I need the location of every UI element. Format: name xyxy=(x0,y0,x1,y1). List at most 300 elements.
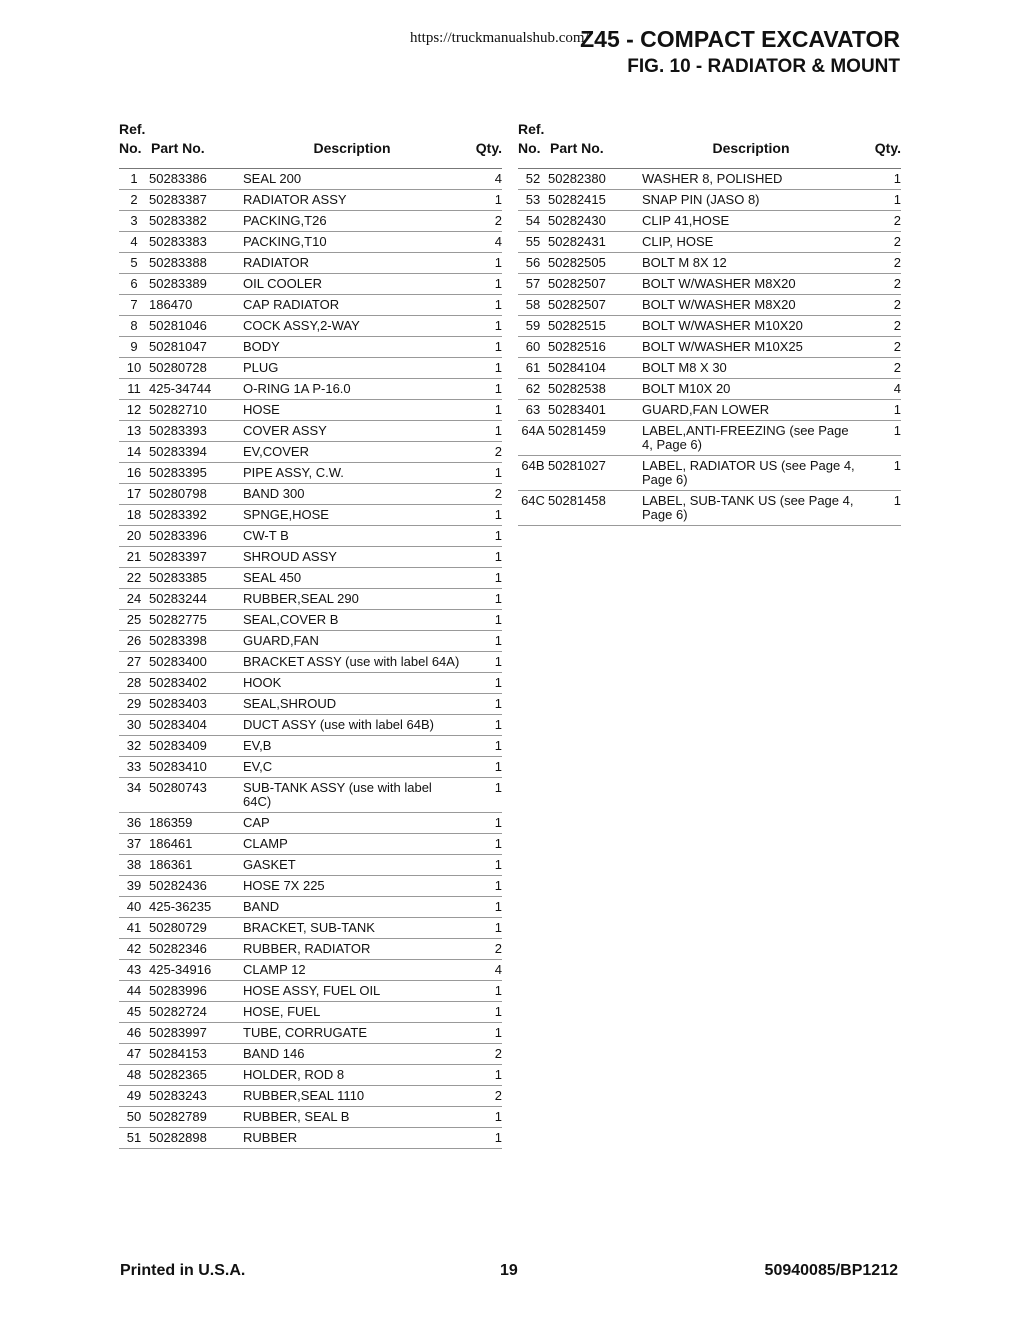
part-number-cell: 50283409 xyxy=(149,736,243,757)
ref-cell: 60 xyxy=(518,337,548,358)
qty-cell: 1 xyxy=(461,190,502,211)
table-row xyxy=(119,295,502,316)
description-cell: COVER ASSY xyxy=(243,421,461,442)
part-number-cell: 50283996 xyxy=(149,981,243,1002)
part-number-cell: 50282430 xyxy=(548,211,642,232)
ref-cell: 38 xyxy=(119,855,149,876)
part-number-cell: 50280798 xyxy=(149,484,243,505)
part-number-cell: 50282515 xyxy=(548,316,642,337)
col-part-header: Part No. xyxy=(149,120,243,169)
col-part-header: Part No. xyxy=(548,120,642,169)
qty-cell: 1 xyxy=(461,547,502,568)
table-row xyxy=(518,232,901,253)
ref-cell: 6 xyxy=(119,274,149,295)
ref-cell: 48 xyxy=(119,1065,149,1086)
ref-cell: 17 xyxy=(119,484,149,505)
table-row xyxy=(119,757,502,778)
table-row xyxy=(518,190,901,211)
qty-cell: 1 xyxy=(461,253,502,274)
part-number-cell: 50281047 xyxy=(149,337,243,358)
description-cell: RUBBER,SEAL 290 xyxy=(243,589,461,610)
table-row xyxy=(119,232,502,253)
ref-cell: 22 xyxy=(119,568,149,589)
description-cell: HOSE ASSY, FUEL OIL xyxy=(243,981,461,1002)
table-row xyxy=(518,400,901,421)
col-description-header: Description xyxy=(642,120,860,169)
qty-cell: 1 xyxy=(461,421,502,442)
ref-cell: 54 xyxy=(518,211,548,232)
col-ref-header: Ref. No. xyxy=(119,120,149,169)
ref-cell: 33 xyxy=(119,757,149,778)
table-row xyxy=(119,379,502,400)
description-cell: SNAP PIN (JASO 8) xyxy=(642,190,860,211)
description-cell: GUARD,FAN xyxy=(243,631,461,652)
part-number-cell: 50282505 xyxy=(548,253,642,274)
table-row xyxy=(518,491,901,526)
ref-cell: 36 xyxy=(119,813,149,834)
table-row xyxy=(119,694,502,715)
ref-cell: 64C xyxy=(518,491,548,526)
description-cell: BRACKET ASSY (use with label 64A) xyxy=(243,652,461,673)
part-number-cell: 50283401 xyxy=(548,400,642,421)
table-row xyxy=(119,505,502,526)
table-row xyxy=(119,736,502,757)
table-row xyxy=(119,652,502,673)
ref-cell: 13 xyxy=(119,421,149,442)
part-number-cell: 50283392 xyxy=(149,505,243,526)
qty-cell: 1 xyxy=(461,1107,502,1128)
part-number-cell: 50283388 xyxy=(149,253,243,274)
table-row xyxy=(119,778,502,813)
qty-cell: 1 xyxy=(461,400,502,421)
qty-cell: 1 xyxy=(461,316,502,337)
description-cell: SPNGE,HOSE xyxy=(243,505,461,526)
description-cell: BOLT M8 X 30 xyxy=(642,358,860,379)
description-cell: HOSE 7X 225 xyxy=(243,876,461,897)
qty-cell: 1 xyxy=(461,834,502,855)
part-number-cell: 50282507 xyxy=(548,274,642,295)
ref-cell: 29 xyxy=(119,694,149,715)
ref-cell: 8 xyxy=(119,316,149,337)
table-row xyxy=(119,421,502,442)
table-row xyxy=(119,442,502,463)
ref-cell: 64A xyxy=(518,421,548,456)
table-row xyxy=(119,358,502,379)
ref-cell: 41 xyxy=(119,918,149,939)
qty-cell: 2 xyxy=(860,253,901,274)
description-cell: GASKET xyxy=(243,855,461,876)
qty-cell: 2 xyxy=(461,211,502,232)
description-cell: BAND 146 xyxy=(243,1044,461,1065)
table-row xyxy=(119,316,502,337)
table-row xyxy=(518,337,901,358)
qty-cell: 1 xyxy=(461,1002,502,1023)
description-cell: CW-T B xyxy=(243,526,461,547)
parts-table-right xyxy=(518,120,901,526)
part-number-cell: 50282724 xyxy=(149,1002,243,1023)
description-cell: CAP RADIATOR xyxy=(243,295,461,316)
ref-cell: 1 xyxy=(119,169,149,190)
qty-cell: 2 xyxy=(461,1044,502,1065)
ref-cell: 18 xyxy=(119,505,149,526)
description-cell: HOSE xyxy=(243,400,461,421)
table-row xyxy=(119,855,502,876)
part-number-cell: 50283997 xyxy=(149,1023,243,1044)
part-number-cell: 50283396 xyxy=(149,526,243,547)
description-cell: GUARD,FAN LOWER xyxy=(642,400,860,421)
page-title: Z45 - COMPACT EXCAVATOR xyxy=(580,26,900,52)
table-row xyxy=(119,169,502,190)
ref-cell: 27 xyxy=(119,652,149,673)
ref-cell: 43 xyxy=(119,960,149,981)
description-cell: BOLT W/WASHER M8X20 xyxy=(642,295,860,316)
qty-cell: 1 xyxy=(860,491,901,526)
description-cell: CLIP 41,HOSE xyxy=(642,211,860,232)
description-cell: RADIATOR ASSY xyxy=(243,190,461,211)
part-number-cell: 50280728 xyxy=(149,358,243,379)
description-cell: RUBBER,SEAL 1110 xyxy=(243,1086,461,1107)
table-row xyxy=(119,211,502,232)
description-cell: PACKING,T26 xyxy=(243,211,461,232)
qty-cell: 2 xyxy=(860,274,901,295)
table-row xyxy=(119,484,502,505)
qty-cell: 2 xyxy=(461,939,502,960)
qty-cell: 2 xyxy=(860,316,901,337)
part-number-cell: 50282415 xyxy=(548,190,642,211)
qty-cell: 1 xyxy=(461,1023,502,1044)
description-cell: DUCT ASSY (use with label 64B) xyxy=(243,715,461,736)
description-cell: RUBBER, SEAL B xyxy=(243,1107,461,1128)
part-number-cell: 50281459 xyxy=(548,421,642,456)
description-cell: BOLT W/WASHER M10X20 xyxy=(642,316,860,337)
ref-cell: 26 xyxy=(119,631,149,652)
table-row xyxy=(119,274,502,295)
description-cell: LABEL, RADIATOR US (see Page 4, Page 6) xyxy=(642,456,860,491)
part-number-cell: 50283244 xyxy=(149,589,243,610)
qty-cell: 1 xyxy=(461,610,502,631)
ref-cell: 20 xyxy=(119,526,149,547)
part-number-cell: 50283394 xyxy=(149,442,243,463)
table-row xyxy=(119,1065,502,1086)
description-cell: PLUG xyxy=(243,358,461,379)
description-cell: RUBBER, RADIATOR xyxy=(243,939,461,960)
description-cell: CAP xyxy=(243,813,461,834)
col-description-header: Description xyxy=(243,120,461,169)
description-cell: EV,COVER xyxy=(243,442,461,463)
ref-cell: 37 xyxy=(119,834,149,855)
part-number-cell: 50283395 xyxy=(149,463,243,484)
ref-cell: 44 xyxy=(119,981,149,1002)
description-cell: EV,B xyxy=(243,736,461,757)
part-number-cell: 50283243 xyxy=(149,1086,243,1107)
qty-cell: 1 xyxy=(461,295,502,316)
description-cell: BOLT W/WASHER M10X25 xyxy=(642,337,860,358)
ref-cell: 45 xyxy=(119,1002,149,1023)
description-cell: SEAL 200 xyxy=(243,169,461,190)
table-row xyxy=(119,568,502,589)
part-number-cell: 50283398 xyxy=(149,631,243,652)
ref-cell: 56 xyxy=(518,253,548,274)
qty-cell: 1 xyxy=(461,631,502,652)
description-cell: SUB-TANK ASSY (use with label 64C) xyxy=(243,778,461,813)
part-number-cell: 50284153 xyxy=(149,1044,243,1065)
description-cell: HOOK xyxy=(243,673,461,694)
qty-cell: 1 xyxy=(461,589,502,610)
table-row xyxy=(518,253,901,274)
description-cell: BODY xyxy=(243,337,461,358)
ref-cell: 16 xyxy=(119,463,149,484)
qty-cell: 1 xyxy=(461,463,502,484)
table-row xyxy=(119,918,502,939)
ref-cell: 3 xyxy=(119,211,149,232)
ref-cell: 58 xyxy=(518,295,548,316)
table-row xyxy=(119,834,502,855)
part-number-cell: 50283393 xyxy=(149,421,243,442)
qty-cell: 2 xyxy=(461,484,502,505)
qty-cell: 1 xyxy=(461,757,502,778)
table-row xyxy=(119,631,502,652)
part-number-cell: 425-34744 xyxy=(149,379,243,400)
table-row xyxy=(119,673,502,694)
ref-cell: 14 xyxy=(119,442,149,463)
table-row xyxy=(518,379,901,400)
part-number-cell: 50283402 xyxy=(149,673,243,694)
qty-cell: 2 xyxy=(461,1086,502,1107)
description-cell: LABEL,ANTI-FREEZING (see Page 4, Page 6) xyxy=(642,421,860,456)
part-number-cell: 50283403 xyxy=(149,694,243,715)
col-qty-header: Qty. xyxy=(461,120,502,169)
ref-cell: 49 xyxy=(119,1086,149,1107)
qty-cell: 1 xyxy=(461,694,502,715)
part-number-cell: 50283404 xyxy=(149,715,243,736)
table-row xyxy=(119,190,502,211)
table-row xyxy=(518,295,901,316)
qty-cell: 1 xyxy=(860,421,901,456)
qty-cell: 2 xyxy=(860,358,901,379)
table-header-row xyxy=(518,120,901,169)
qty-cell: 1 xyxy=(461,1065,502,1086)
part-number-cell: 50282538 xyxy=(548,379,642,400)
ref-cell: 42 xyxy=(119,939,149,960)
part-number-cell: 50283386 xyxy=(149,169,243,190)
description-cell: OIL COOLER xyxy=(243,274,461,295)
description-cell: EV,C xyxy=(243,757,461,778)
part-number-cell: 50281027 xyxy=(548,456,642,491)
part-number-cell: 50283389 xyxy=(149,274,243,295)
table-row xyxy=(518,211,901,232)
part-number-cell: 50280743 xyxy=(149,778,243,813)
ref-cell: 47 xyxy=(119,1044,149,1065)
ref-cell: 39 xyxy=(119,876,149,897)
qty-cell: 2 xyxy=(860,232,901,253)
ref-cell: 32 xyxy=(119,736,149,757)
qty-cell: 4 xyxy=(461,960,502,981)
qty-cell: 1 xyxy=(461,379,502,400)
ref-cell: 30 xyxy=(119,715,149,736)
table-row xyxy=(119,813,502,834)
ref-cell: 9 xyxy=(119,337,149,358)
qty-cell: 1 xyxy=(461,568,502,589)
ref-cell: 40 xyxy=(119,897,149,918)
description-cell: O-RING 1A P-16.0 xyxy=(243,379,461,400)
qty-cell: 1 xyxy=(860,456,901,491)
description-cell: SEAL,SHROUD xyxy=(243,694,461,715)
ref-cell: 11 xyxy=(119,379,149,400)
ref-cell: 61 xyxy=(518,358,548,379)
ref-cell: 62 xyxy=(518,379,548,400)
description-cell: SEAL 450 xyxy=(243,568,461,589)
qty-cell: 1 xyxy=(860,400,901,421)
description-cell: CLIP, HOSE xyxy=(642,232,860,253)
page-number: 19 xyxy=(500,1262,518,1279)
qty-cell: 1 xyxy=(461,736,502,757)
description-cell: SEAL,COVER B xyxy=(243,610,461,631)
ref-cell: 64B xyxy=(518,456,548,491)
ref-cell: 59 xyxy=(518,316,548,337)
qty-cell: 2 xyxy=(860,337,901,358)
qty-cell: 1 xyxy=(461,337,502,358)
qty-cell: 2 xyxy=(860,211,901,232)
qty-cell: 4 xyxy=(461,169,502,190)
part-number-cell: 50282789 xyxy=(149,1107,243,1128)
qty-cell: 1 xyxy=(461,918,502,939)
part-number-cell: 425-36235 xyxy=(149,897,243,918)
table-row xyxy=(119,981,502,1002)
part-number-cell: 50281458 xyxy=(548,491,642,526)
part-number-cell: 50280729 xyxy=(149,918,243,939)
ref-cell: 52 xyxy=(518,169,548,190)
description-cell: RADIATOR xyxy=(243,253,461,274)
table-row xyxy=(518,316,901,337)
qty-cell: 1 xyxy=(461,526,502,547)
ref-cell: 51 xyxy=(119,1128,149,1149)
description-cell: TUBE, CORRUGATE xyxy=(243,1023,461,1044)
part-number-cell: 186361 xyxy=(149,855,243,876)
part-number-cell: 50283400 xyxy=(149,652,243,673)
part-number-cell: 50283383 xyxy=(149,232,243,253)
table-row xyxy=(119,463,502,484)
qty-cell: 1 xyxy=(860,190,901,211)
figure-subtitle: FIG. 10 - RADIATOR & MOUNT xyxy=(627,56,900,77)
part-number-cell: 50282436 xyxy=(149,876,243,897)
qty-cell: 1 xyxy=(461,274,502,295)
ref-cell: 10 xyxy=(119,358,149,379)
description-cell: SHROUD ASSY xyxy=(243,547,461,568)
table-row xyxy=(119,1128,502,1149)
table-row xyxy=(119,589,502,610)
description-cell: BAND xyxy=(243,897,461,918)
table-row xyxy=(119,897,502,918)
table-row xyxy=(518,169,901,190)
ref-cell: 63 xyxy=(518,400,548,421)
part-number-cell: 425-34916 xyxy=(149,960,243,981)
ref-cell: 53 xyxy=(518,190,548,211)
part-number-cell: 50282898 xyxy=(149,1128,243,1149)
table-row xyxy=(119,715,502,736)
part-number-cell: 50282346 xyxy=(149,939,243,960)
table-row xyxy=(119,610,502,631)
document-number: 50940085/BP1212 xyxy=(764,1262,898,1279)
part-number-cell: 50282516 xyxy=(548,337,642,358)
qty-cell: 1 xyxy=(461,855,502,876)
table-row xyxy=(119,939,502,960)
description-cell: WASHER 8, POLISHED xyxy=(642,169,860,190)
description-cell: RUBBER xyxy=(243,1128,461,1149)
ref-cell: 57 xyxy=(518,274,548,295)
ref-cell: 50 xyxy=(119,1107,149,1128)
part-number-cell: 50282507 xyxy=(548,295,642,316)
table-row xyxy=(518,456,901,491)
table-row xyxy=(119,337,502,358)
table-row xyxy=(119,1002,502,1023)
part-number-cell: 50282431 xyxy=(548,232,642,253)
ref-cell: 25 xyxy=(119,610,149,631)
description-cell: BRACKET, SUB-TANK xyxy=(243,918,461,939)
part-number-cell: 50283397 xyxy=(149,547,243,568)
qty-cell: 1 xyxy=(461,778,502,813)
qty-cell: 1 xyxy=(860,169,901,190)
ref-cell: 5 xyxy=(119,253,149,274)
part-number-cell: 50282380 xyxy=(548,169,642,190)
qty-cell: 2 xyxy=(461,442,502,463)
part-number-cell: 50284104 xyxy=(548,358,642,379)
description-cell: HOLDER, ROD 8 xyxy=(243,1065,461,1086)
ref-cell: 4 xyxy=(119,232,149,253)
qty-cell: 1 xyxy=(461,1128,502,1149)
table-row xyxy=(119,1086,502,1107)
ref-cell: 34 xyxy=(119,778,149,813)
table-row xyxy=(518,274,901,295)
description-cell: COCK ASSY,2-WAY xyxy=(243,316,461,337)
part-number-cell: 50281046 xyxy=(149,316,243,337)
table-row xyxy=(119,547,502,568)
qty-cell: 1 xyxy=(461,358,502,379)
qty-cell: 1 xyxy=(461,981,502,1002)
qty-cell: 1 xyxy=(461,876,502,897)
table-row xyxy=(119,526,502,547)
ref-cell: 7 xyxy=(119,295,149,316)
ref-cell: 21 xyxy=(119,547,149,568)
part-number-cell: 186461 xyxy=(149,834,243,855)
ref-cell: 28 xyxy=(119,673,149,694)
part-number-cell: 186470 xyxy=(149,295,243,316)
table-row xyxy=(119,253,502,274)
ref-cell: 12 xyxy=(119,400,149,421)
qty-cell: 1 xyxy=(461,813,502,834)
qty-cell: 1 xyxy=(461,505,502,526)
footer-printed: Printed in U.S.A. xyxy=(120,1262,246,1279)
parts-table-left xyxy=(119,120,502,1149)
part-number-cell: 50282710 xyxy=(149,400,243,421)
qty-cell: 4 xyxy=(461,232,502,253)
table-row xyxy=(119,1107,502,1128)
part-number-cell: 50283382 xyxy=(149,211,243,232)
table-row xyxy=(119,1023,502,1044)
part-number-cell: 50283385 xyxy=(149,568,243,589)
ref-cell: 24 xyxy=(119,589,149,610)
part-number-cell: 186359 xyxy=(149,813,243,834)
table-row xyxy=(518,421,901,456)
table-row xyxy=(119,1044,502,1065)
description-cell: BOLT W/WASHER M8X20 xyxy=(642,274,860,295)
ref-cell: 2 xyxy=(119,190,149,211)
col-ref-header: Ref. No. xyxy=(518,120,548,169)
description-cell: BAND 300 xyxy=(243,484,461,505)
part-number-cell: 50283410 xyxy=(149,757,243,778)
description-cell: HOSE, FUEL xyxy=(243,1002,461,1023)
table-row xyxy=(119,400,502,421)
description-cell: CLAMP 12 xyxy=(243,960,461,981)
